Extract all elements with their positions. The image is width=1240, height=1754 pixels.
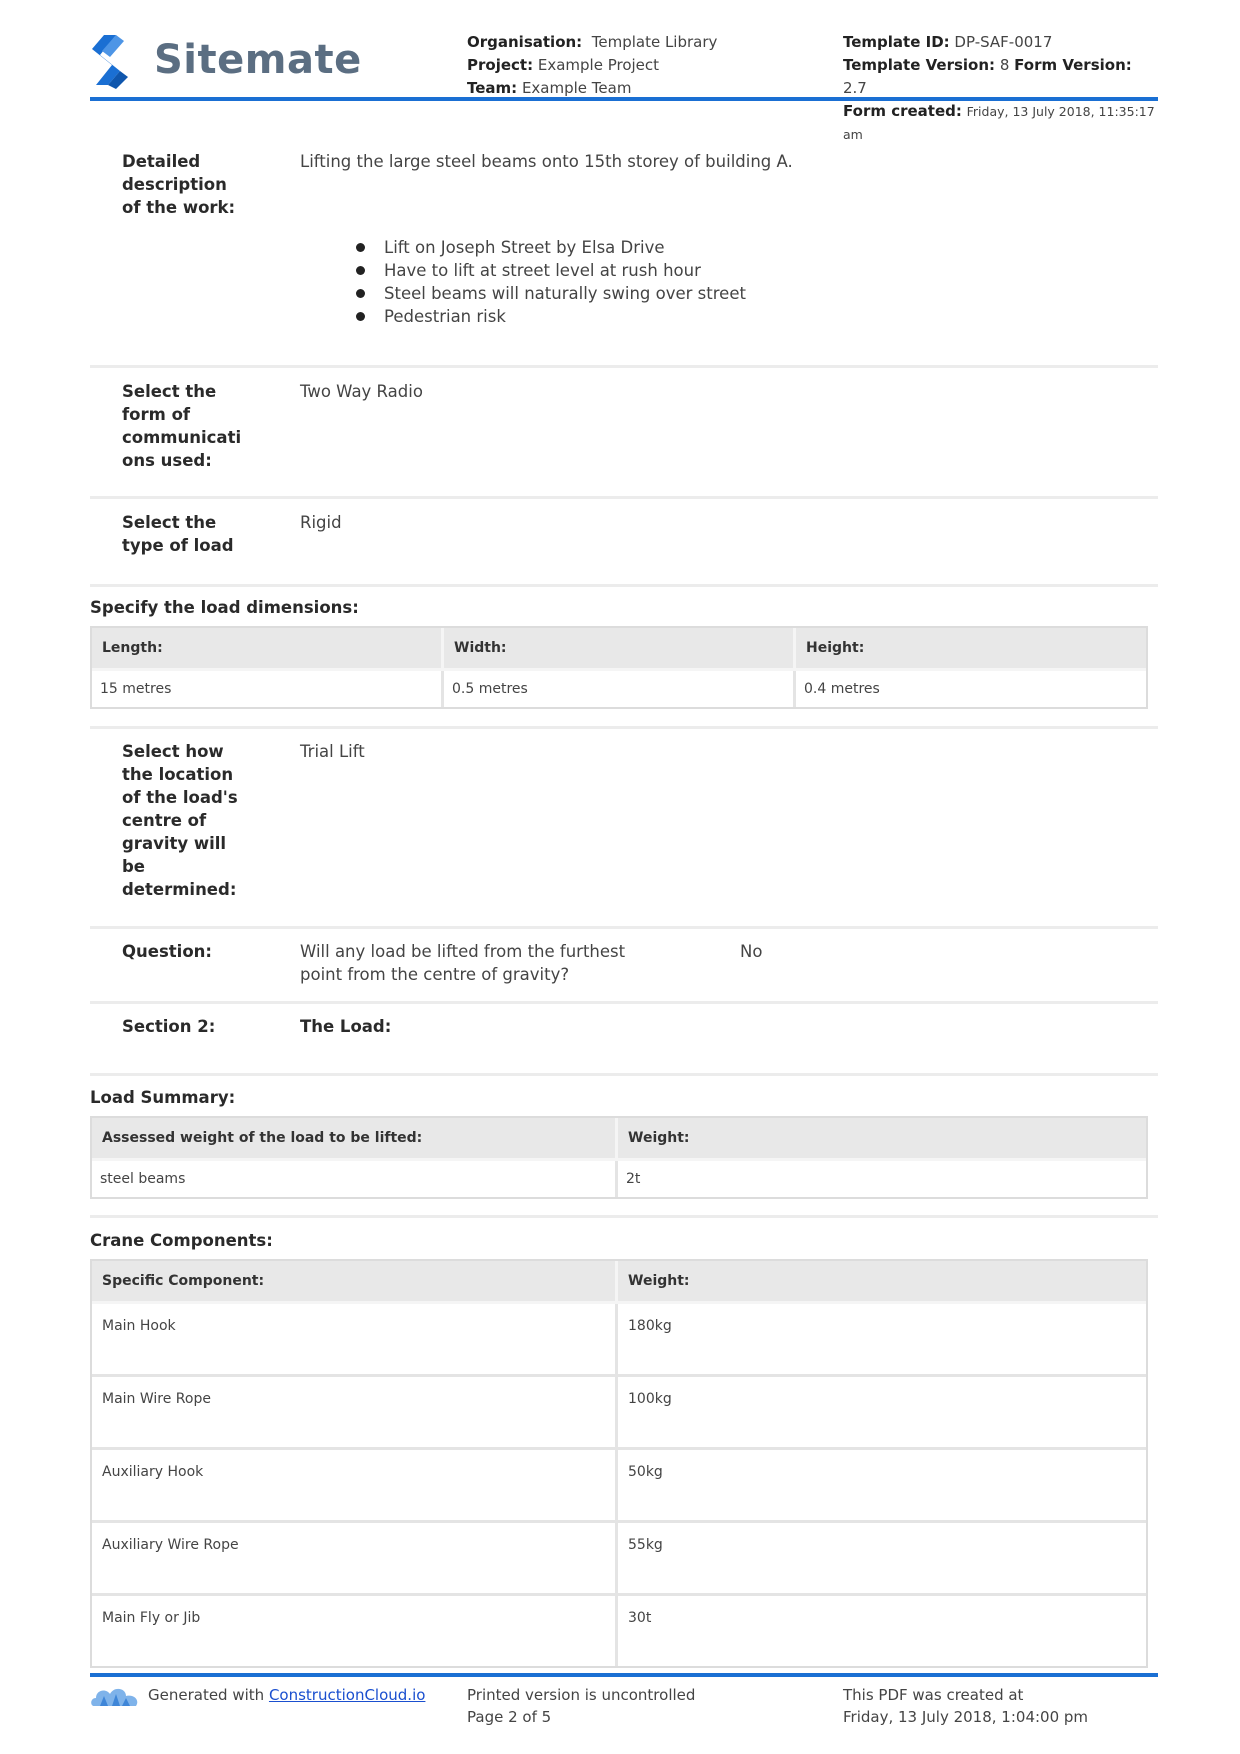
header-rule	[90, 97, 1158, 101]
footer-generated	[90, 1684, 425, 1708]
form-created-label: Form created:	[843, 102, 962, 120]
table-row	[92, 1304, 1146, 1377]
divider	[90, 1073, 1158, 1076]
divider	[90, 926, 1158, 929]
project-label: Project:	[467, 56, 534, 74]
communication-label: Select the form of communicati ons used:	[122, 382, 242, 470]
footer-rule	[90, 1673, 1158, 1677]
load-type-label: Select the type of load	[122, 513, 234, 555]
question-text: Will any load be lifted from the furthest point from the centre of gravity?	[300, 942, 626, 984]
footer-print-info	[467, 1684, 695, 1728]
list-item: Lift on Joseph Street by Elsa Drive	[356, 236, 746, 259]
crane-components-title: Crane Components:	[90, 1231, 273, 1250]
table-cell: Main Wire Rope	[92, 1377, 618, 1450]
table-row	[92, 1450, 1146, 1523]
table-cell: 30t	[628, 1610, 652, 1626]
column-header: Weight:	[618, 1118, 1146, 1161]
constructioncloud-link[interactable]: ConstructionCloud.io	[268, 1686, 426, 1704]
team-value: Example Team	[521, 79, 632, 97]
list-item: Pedestrian risk	[356, 305, 746, 328]
organisation-value: Template Library	[591, 33, 718, 51]
description-bullets	[356, 236, 746, 328]
header-template-info	[843, 31, 1158, 146]
team-label: Team:	[467, 79, 518, 97]
table-cell: 100kg	[618, 1377, 1146, 1450]
section-2-title: The Load:	[300, 1017, 392, 1036]
organisation-label: Organisation:	[467, 33, 583, 51]
gravity-value: Trial Lift	[300, 742, 365, 761]
crane-components-table	[90, 1259, 1148, 1668]
column-header: Width:	[444, 628, 796, 671]
gravity-label: Select how the location of the load's centre of gravity will be determined:	[122, 742, 238, 899]
page-header	[90, 28, 1158, 142]
table-cell: 50kg	[618, 1450, 1146, 1523]
column-header: Length:	[92, 628, 444, 671]
divider	[90, 1001, 1158, 1004]
divider	[90, 726, 1158, 729]
form-version-value: 2.7	[843, 79, 867, 97]
form-created-value: Friday, 13 July 2018, 11:35:17 am	[843, 104, 1155, 142]
template-version-value: 8	[999, 56, 1010, 74]
description-value: Lifting the large steel beams onto 15th storey of building A.	[300, 152, 793, 171]
sitemate-logo	[90, 30, 362, 90]
table-cell: 55kg	[618, 1523, 1146, 1596]
pdf-created-label: This PDF was created at	[843, 1686, 1024, 1704]
description-label: Detailed description of the work:	[122, 152, 236, 217]
table-row	[92, 671, 1146, 707]
template-version-label: Template Version:	[843, 56, 996, 74]
question-answer: No	[740, 942, 763, 961]
table-cell: 15 metres	[92, 671, 444, 707]
table-cell: Auxiliary Hook	[92, 1450, 618, 1523]
load-summary-title: Load Summary:	[90, 1088, 236, 1107]
table-header-row	[92, 628, 1146, 671]
load-summary-table	[90, 1116, 1148, 1199]
table-cell: 2t	[626, 1171, 641, 1187]
header-project-info	[467, 31, 717, 100]
dimensions-title: Specify the load dimensions:	[90, 598, 359, 617]
list-item: Have to lift at street level at rush hour	[356, 259, 746, 282]
divider	[90, 365, 1158, 368]
divider	[90, 584, 1158, 587]
table-cell: Main Fly or Jib	[92, 1596, 618, 1666]
table-header-row	[92, 1261, 1146, 1304]
project-value: Example Project	[537, 56, 660, 74]
brand-name: Sitemate	[154, 37, 362, 83]
communication-value: Two Way Radio	[300, 382, 423, 401]
pdf-created-time: Friday, 13 July 2018, 1:04:00 pm	[843, 1708, 1089, 1726]
cloud-icon	[90, 1684, 142, 1708]
dimensions-table	[90, 626, 1148, 709]
table-cell: steel beams	[92, 1161, 618, 1197]
table-row	[92, 1161, 1146, 1197]
sitemate-logo-icon	[90, 31, 136, 89]
table-cell: Auxiliary Wire Rope	[92, 1523, 618, 1596]
printed-notice: Printed version is uncontrolled	[467, 1686, 696, 1704]
table-header-row	[92, 1118, 1146, 1161]
table-cell: 0.5 metres	[444, 671, 796, 707]
divider	[90, 1215, 1158, 1218]
table-row	[92, 1596, 1146, 1666]
table-cell: Main Hook	[92, 1304, 618, 1377]
template-id-value: DP-SAF-0017	[954, 33, 1053, 51]
column-header: Height:	[796, 628, 1146, 671]
column-header: Assessed weight of the load to be lifted:	[92, 1118, 618, 1161]
table-row	[92, 1377, 1146, 1450]
table-cell: 180kg	[618, 1304, 1146, 1377]
template-id-label: Template ID:	[843, 33, 950, 51]
table-row	[92, 1523, 1146, 1596]
section-2-label: Section 2:	[122, 1017, 216, 1036]
column-header: Weight:	[618, 1261, 1146, 1304]
divider	[90, 496, 1158, 499]
form-version-label: Form Version:	[1014, 56, 1132, 74]
table-cell: 0.4 metres	[804, 681, 880, 697]
page-number: Page 2 of 5	[467, 1708, 552, 1726]
column-header: Specific Component:	[92, 1261, 618, 1304]
load-type-value: Rigid	[300, 513, 342, 532]
footer-pdf-info	[843, 1684, 1088, 1728]
question-label: Question:	[122, 942, 213, 961]
list-item: Steel beams will naturally swing over street	[356, 282, 746, 305]
generated-with-text: Generated with	[148, 1686, 265, 1704]
